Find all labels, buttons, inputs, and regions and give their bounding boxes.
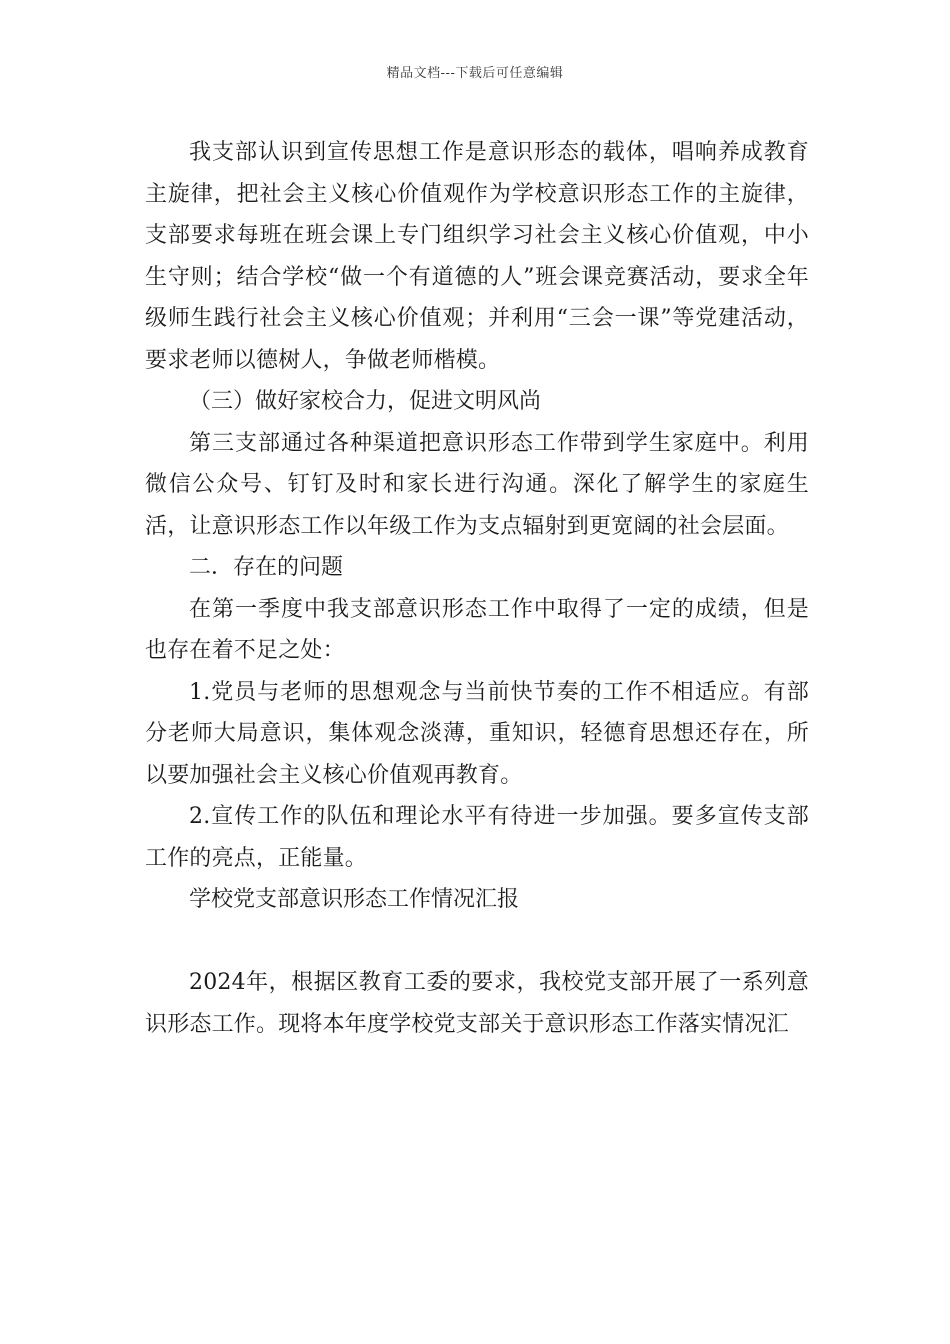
section-heading-problems: 二．存在的问题 — [189, 555, 344, 580]
paragraph-problem-2: 2.宣传工作的队伍和理论水平有待进一步加强。要多宣传支部工作的亮点，正能量。 — [145, 804, 809, 871]
blank-line — [145, 921, 809, 963]
section-heading-family-school: （三）做好家校合力，促进文明风尚 — [189, 389, 542, 414]
paragraph-family-channels: 第三支部通过各种渠道把意识形态工作带到学生家庭中。利用微信公众号、钉钉及时和家长进行沟通。深化了解学生的家庭生活，让意识形态工作以年级工作为支点辐射到更宽阔的社会层面。 — [145, 430, 809, 539]
paragraph-2024-report: 2024年，根据区教育工委的要求，我校党支部开展了一系列意识形态工作。现将本年度学校党支部关于意识形态工作落实情况汇 — [145, 970, 809, 1037]
paragraph-propaganda-work: 我支部认识到宣传思想工作是意识形态的载体，唱响养成教育主旋律，把社会主义核心价值观作为学校意识形态工作的主旋律，支部要求每班在班会课上专门组织学习社会主义核心价值观，中小生守则；结合学校“做一个有道德的人”班会课竞赛活动，要求全年级师生践行社会主义核心价值观；并利用“三会一课”等党建活动，要求老师以德树人，争做老师楷模。 — [145, 140, 809, 373]
paragraph-problem-1: 1.党员与老师的思想观念与当前快节奏的工作不相适应。有部分老师大局意识，集体观念淡薄，重知识，轻德育思想还存在，所以要加强社会主义核心价值观再教育。 — [145, 679, 809, 788]
paragraph-first-quarter: 在第一季度中我支部意识形态工作中取得了一定的成绩，但是也存在着不足之处： — [145, 596, 809, 663]
page-header: 精品文档---下载后可任意编辑 — [386, 66, 564, 81]
document-body — [145, 132, 809, 1045]
report-title: 学校党支部意识形态工作情况汇报 — [189, 887, 520, 912]
